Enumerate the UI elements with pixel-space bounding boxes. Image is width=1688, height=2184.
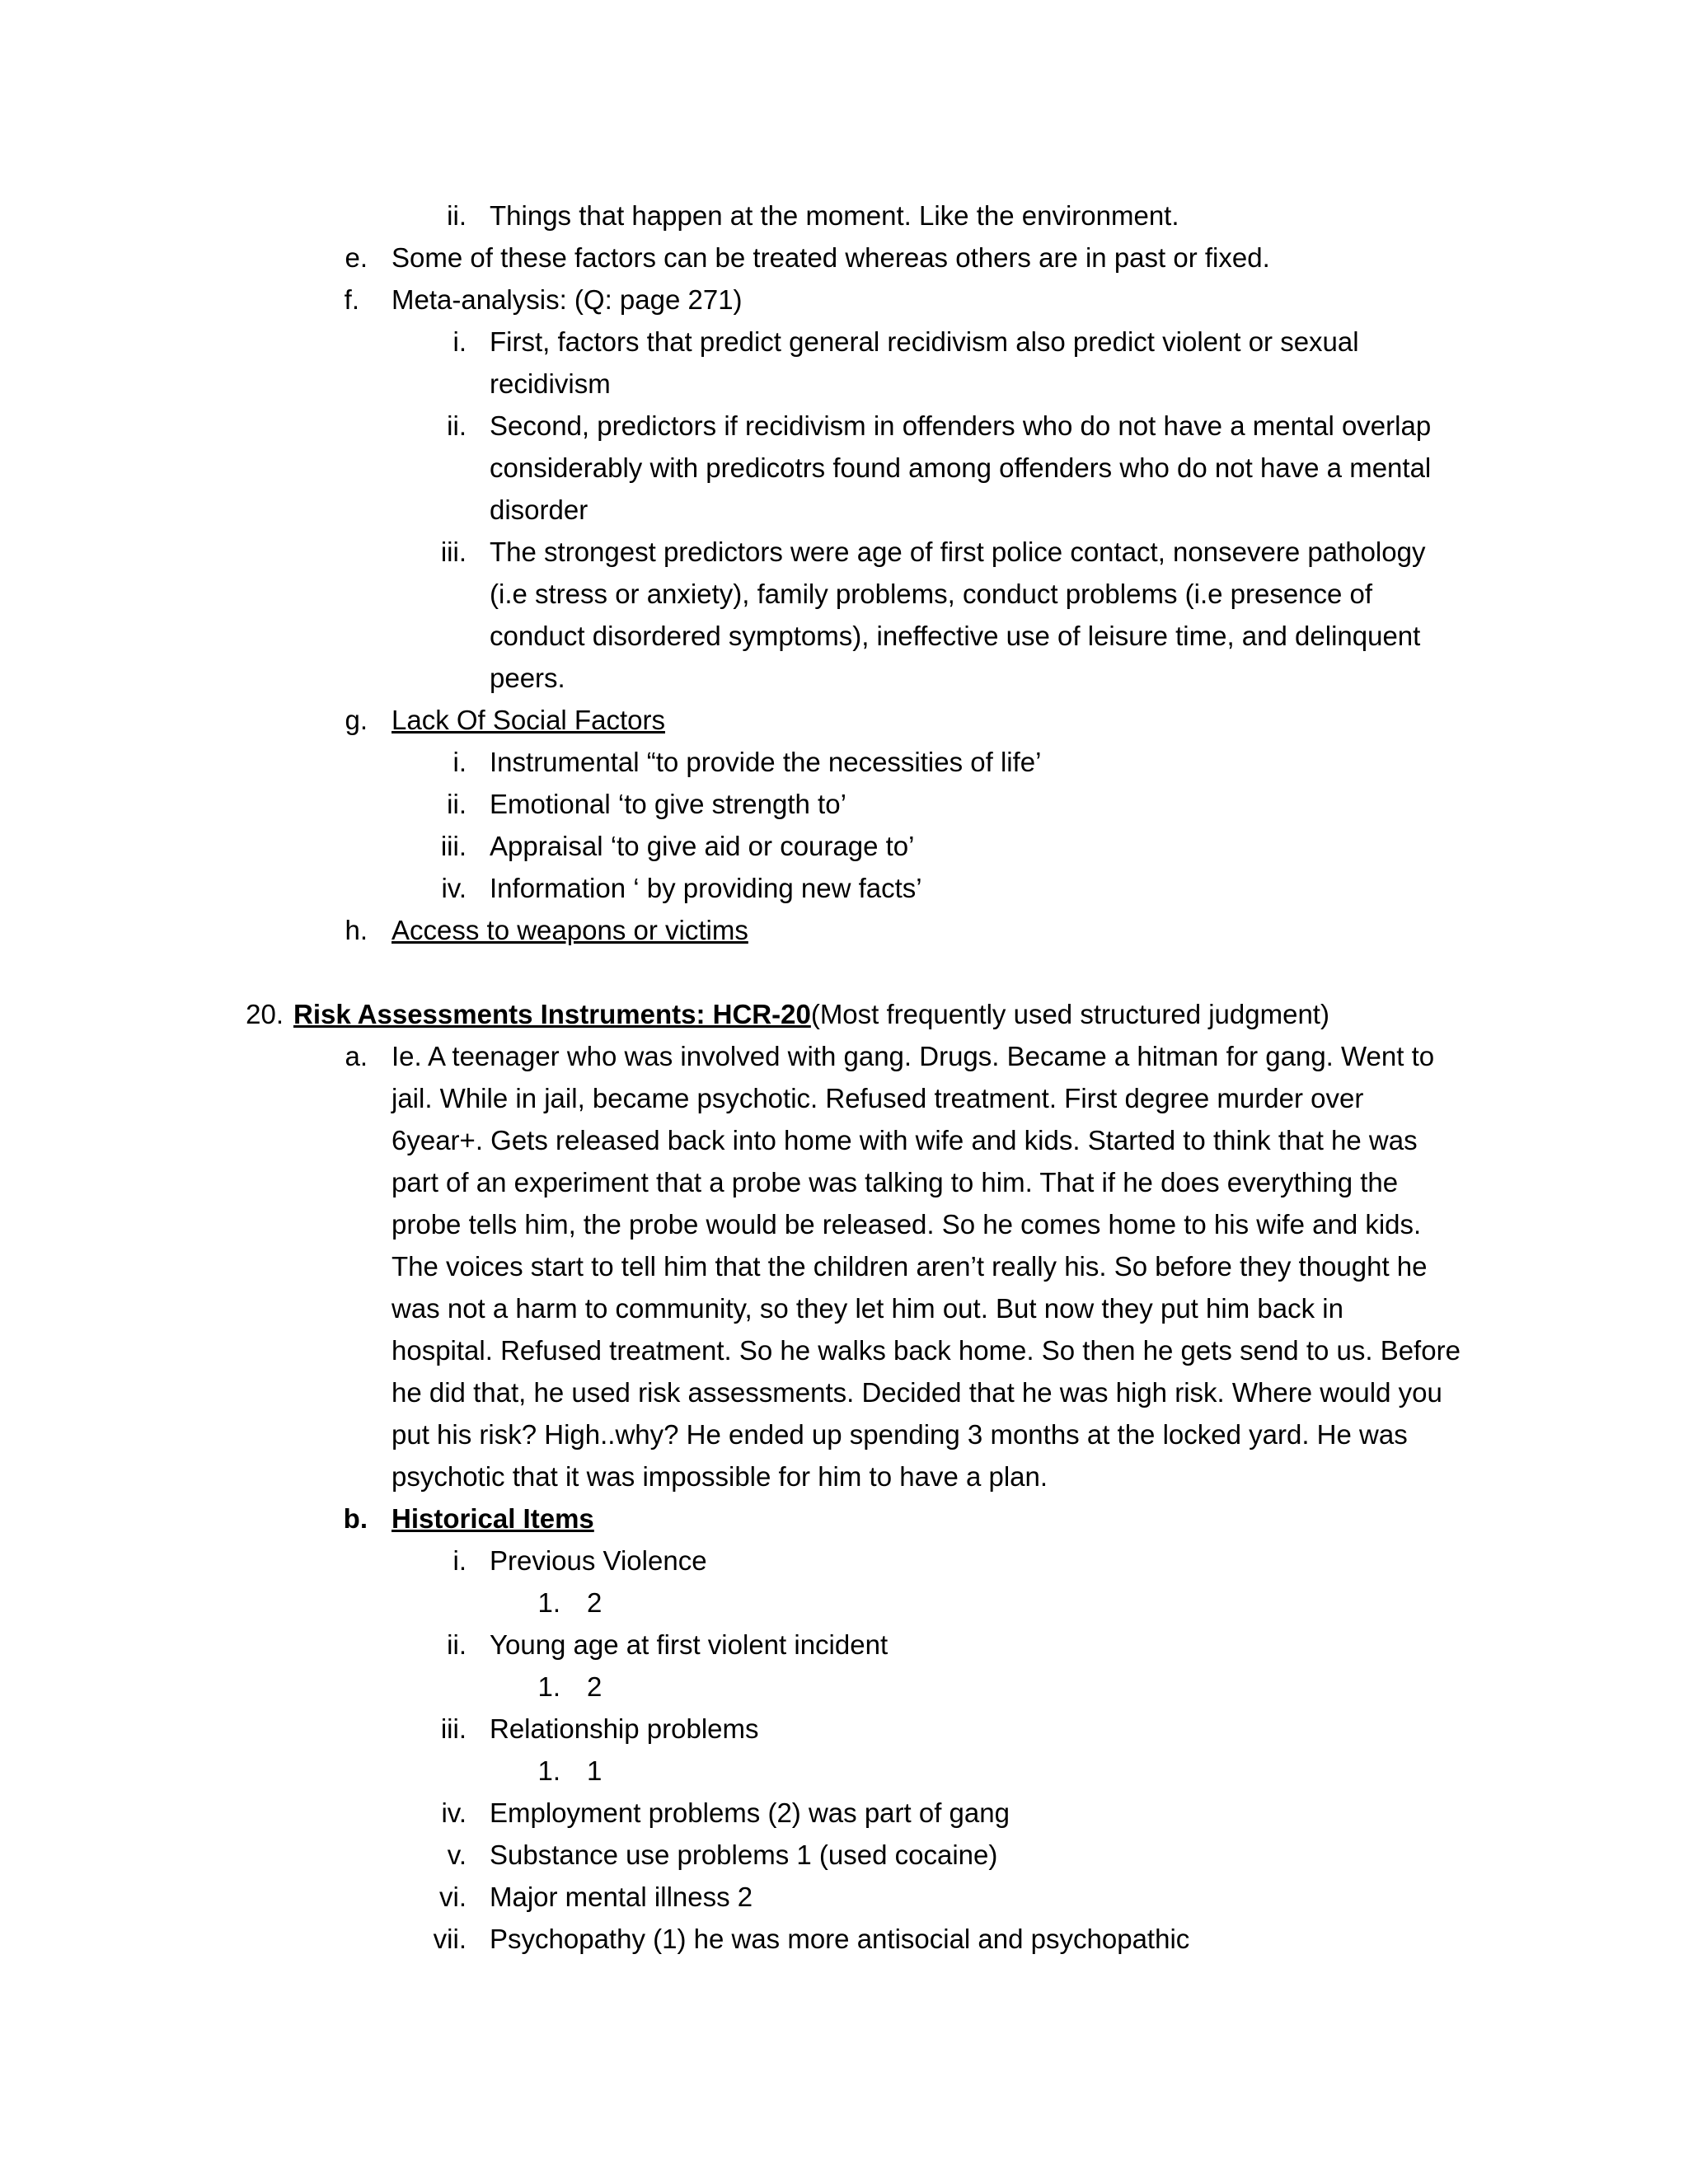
list-text: Previous Violence	[490, 1545, 707, 1576]
list-text: part of an experiment that a probe was talking to him. That if he does everything the	[392, 1167, 1399, 1197]
list-marker: 1.	[537, 1755, 560, 1786]
list-text: 6year+. Gets released back into home with wife and kids. Started to think that he was	[392, 1125, 1418, 1155]
list-marker: 20.	[246, 999, 284, 1029]
list-marker: g.	[345, 705, 368, 735]
list-text: The strongest predictors were age of first police contact, nonsevere pathology	[490, 537, 1426, 567]
list-text: Emotional ‘to give strength to’	[490, 789, 846, 819]
list-text: disorder	[490, 494, 588, 525]
list-text: 1	[587, 1755, 603, 1786]
list-marker: iii.	[440, 1713, 467, 1744]
list-text: jail. While in jail, became psychotic. Refused treatment. First degree murder over	[392, 1083, 1364, 1113]
list-marker: iii.	[440, 537, 467, 567]
list-text: he did that, he used risk assessments. Decided that he was high risk. Where would you	[392, 1377, 1442, 1408]
section-heading-historical-items: Historical Items	[392, 1503, 594, 1534]
list-marker: i.	[452, 1545, 467, 1576]
list-text: Employment problems (2) was part of gang	[490, 1797, 1010, 1828]
list-marker: iv.	[441, 873, 467, 903]
list-text: put his risk? High..why? He ended up spending 3 months at the locked yard. He was	[392, 1419, 1408, 1450]
list-text: Some of these factors can be treated whereas others are in past or fixed.	[392, 242, 1270, 273]
list-marker: a.	[345, 1041, 368, 1071]
list-marker: vi.	[439, 1882, 467, 1912]
list-marker: i.	[452, 326, 467, 357]
heading-bold: Risk Assessments Instruments: HCR-20	[293, 999, 811, 1029]
list-marker: h.	[345, 915, 368, 945]
list-marker: ii.	[447, 1629, 467, 1660]
heading-note: (Most frequently used structured judgment)	[810, 999, 1329, 1029]
list-text: Things that happen at the moment. Like the environment.	[490, 200, 1179, 231]
list-marker: 1.	[537, 1587, 560, 1618]
list-marker: ii.	[447, 200, 467, 231]
list-text: Meta-analysis: (Q: page 271)	[392, 284, 743, 315]
list-text: Substance use problems 1 (used cocaine)	[490, 1840, 998, 1870]
list-marker: iv.	[441, 1797, 467, 1828]
list-text: recidivism	[490, 368, 611, 399]
list-marker: vii.	[433, 1924, 467, 1954]
list-text: Instrumental “to provide the necessities of life’	[490, 747, 1042, 777]
list-marker: f.	[344, 284, 359, 315]
list-marker: 1.	[537, 1671, 560, 1702]
list-text: psychotic that it was impossible for him to have a plan.	[392, 1461, 1048, 1492]
list-text: Major mental illness 2	[490, 1882, 753, 1912]
list-text: 2	[587, 1587, 603, 1618]
list-marker: ii.	[447, 410, 467, 441]
list-marker: ii.	[447, 789, 467, 819]
list-marker: b.	[343, 1503, 368, 1534]
list-text: Ie. A teenager who was involved with gang. Drugs. Became a hitman for gang. Went to	[392, 1041, 1435, 1071]
list-text: Second, predictors if recidivism in offenders who do not have a mental overlap	[490, 410, 1432, 441]
section-heading-access: Access to weapons or victims	[392, 915, 748, 945]
section-heading-hcr20	[293, 998, 1329, 1031]
list-marker: iii.	[440, 831, 467, 861]
list-text: Information ‘ by providing new facts’	[490, 873, 922, 903]
list-marker: v.	[447, 1840, 467, 1870]
list-text: 2	[587, 1671, 603, 1702]
list-text: was not a harm to community, so they let him out. But now they put him back in	[392, 1293, 1343, 1324]
list-text: First, factors that predict general recidivism also predict violent or sexual	[490, 326, 1359, 357]
list-text: peers.	[490, 663, 565, 693]
list-text: probe tells him, the probe would be released. So he comes home to his wife and kids.	[392, 1209, 1422, 1240]
list-text: hospital. Refused treatment. So he walks back home. So then he gets send to us. Before	[392, 1335, 1461, 1366]
list-text: (i.e stress or anxiety), family problems, conduct problems (i.e presence of	[490, 579, 1373, 609]
list-text: considerably with predicotrs found among offenders who do not have a mental	[490, 452, 1432, 483]
list-text: Young age at first violent incident	[490, 1629, 889, 1660]
list-marker: e.	[345, 242, 368, 273]
list-text: Psychopathy (1) he was more antisocial and psychopathic	[490, 1924, 1190, 1954]
section-heading-social-factors: Lack Of Social Factors	[392, 705, 665, 735]
list-text: conduct disordered symptoms), ineffective use of leisure time, and delinquent	[490, 621, 1421, 651]
list-text: The voices start to tell him that the children aren’t really his. So before they thought he	[392, 1251, 1428, 1282]
list-text: Appraisal ‘to give aid or courage to’	[490, 831, 915, 861]
list-marker: i.	[452, 747, 467, 777]
list-text: Relationship problems	[490, 1713, 759, 1744]
